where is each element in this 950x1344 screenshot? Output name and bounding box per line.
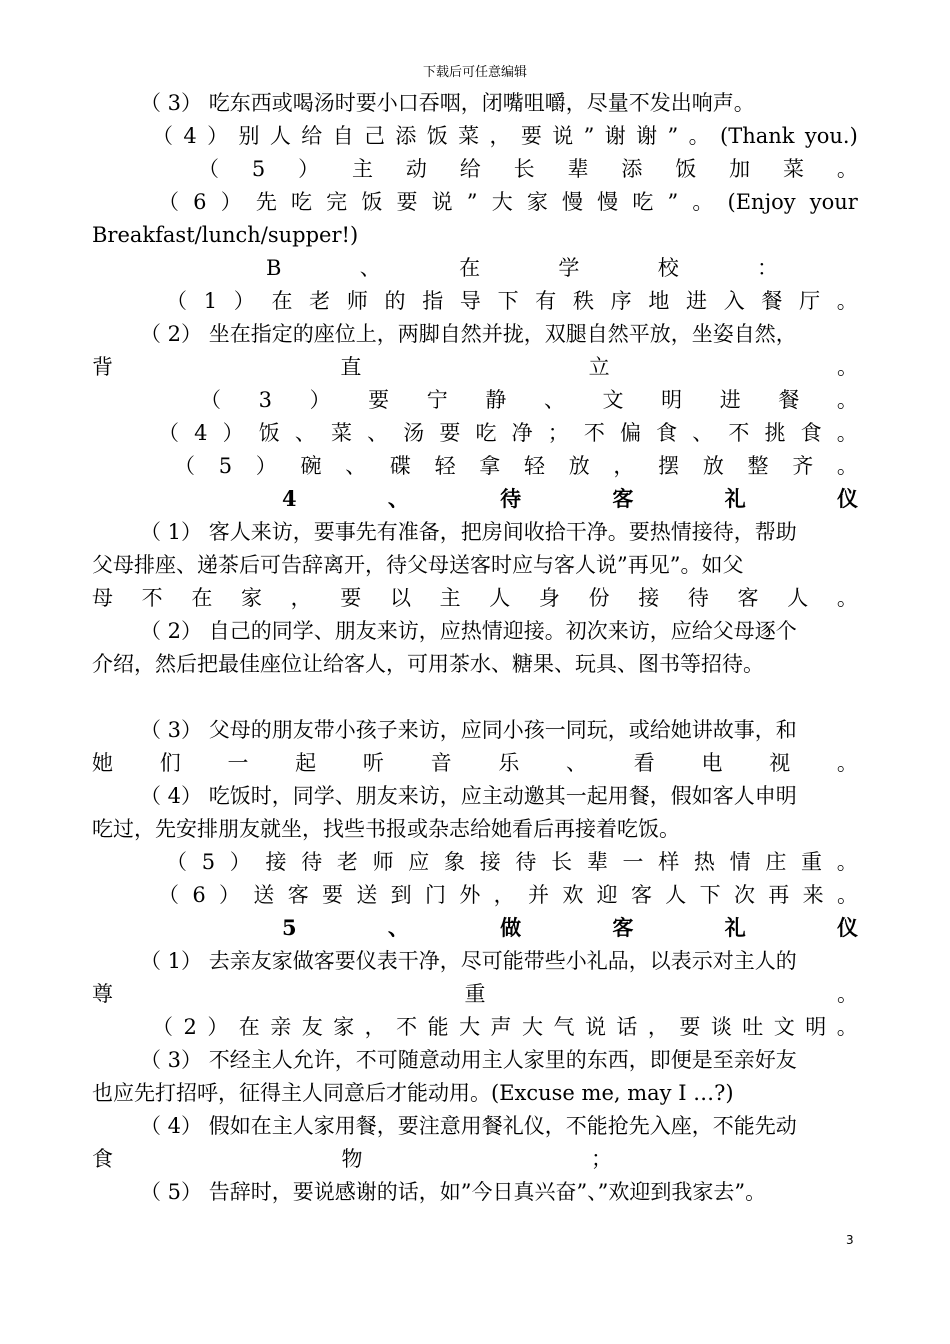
text-line: （ 4） 假如在主人家用餐，要注意用餐礼仪，不能抢先入座，不能先动 — [140, 1114, 797, 1138]
text-line: 也应先打招呼，征得主人同意后才能动用。(Excuse me, may I …?) — [92, 1081, 734, 1105]
text-line: 父母排座、递茶后可告辞离开，待父母送客时应与客人说”再见”。如父 — [92, 553, 744, 577]
text-line: 食 物 ； — [92, 1147, 612, 1171]
text-line: （ 1 ） 在 老 师 的 指 导 下 有 秩 序 地 进 入 餐 厅 。 — [166, 289, 858, 313]
section-heading-4: 4 、 待 客 礼 仪 — [282, 486, 858, 511]
text-line: （ 6 ） 先 吃 完 饭 要 说 ” 大 家 慢 慢 吃 ” 。 (Enjoy your — [158, 190, 858, 214]
text-line: （ 4 ） 饭 、 菜 、 汤 要 吃 净 ； 不 偏 食 、 不 挑 食 。 — [158, 421, 858, 445]
text-line: 尊 重 。 — [92, 982, 858, 1006]
text-line: （ 5 ） 接 待 老 师 应 象 接 待 长 辈 一 样 热 情 庄 重 。 — [166, 850, 858, 874]
text-line: （ 2） 坐在指定的座位上，两脚自然并拢，双腿自然平放，坐姿自然， — [140, 322, 797, 346]
text-line: （ 3） 吃东西或喝汤时要小口吞咽，闭嘴咀嚼，尽量不发出响声。 — [140, 91, 755, 115]
text-line: 背 直 立 。 — [92, 355, 858, 379]
text-line: （ 2） 自己的同学、朋友来访，应热情迎接。初次来访，应给父母逐个 — [140, 619, 797, 643]
text-line: （ 1） 去亲友家做客要仪表干净，尽可能带些小礼品，以表示对主人的 — [140, 949, 797, 973]
page-number: 3 — [846, 1233, 854, 1247]
text-line: （ 4） 吃饭时，同学、朋友来访，应主动邀其一起用餐，假如客人申明 — [140, 784, 797, 808]
text-line: （ 3） 父母的朋友带小孩子来访，应同小孩一同玩，或给她讲故事，和 — [140, 718, 797, 742]
text-line: （ 4 ） 别 人 给 自 己 添 饭 菜 ， 要 说 ” 谢 谢 ” 。 (Thank you.) — [152, 124, 858, 148]
text-line: 介绍，然后把最佳座位让给客人，可用茶水、糖果、玩具、图书等招待。 — [92, 652, 764, 676]
text-line: （ 2 ） 在 亲 友 家 ， 不 能 大 声 大 气 说 话 ， 要 谈 吐 文 明 。 — [152, 1015, 858, 1039]
text-line: （ 5） 告辞时，要说感谢的话，如”今日真兴奋”、”欢迎到我家去”。 — [140, 1180, 767, 1204]
section-heading-5: 5 、 做 客 礼 仪 — [282, 915, 858, 940]
text-line: （ 3） 不经主人允许，不可随意动用主人家里的东西，即便是至亲好友 — [140, 1048, 797, 1072]
text-line: 她 们 一 起 听 音 乐 、 看 电 视 。 — [92, 751, 858, 775]
text-line: Breakfast/lunch/supper!) — [92, 223, 359, 247]
page-header: 下载后可任意编辑 — [422, 65, 527, 80]
text-line: （ 3 ） 要 宁 静 、 文 明 进 餐 。 — [200, 388, 858, 412]
section-heading-b: B 、 在 学 校 ： — [266, 256, 778, 280]
text-line: （ 6 ） 送 客 要 送 到 门 外 ， 并 欢 迎 客 人 下 次 再 来 。 — [158, 883, 858, 907]
text-line: （ 5 ） 碗 、 碟 轻 拿 轻 放 ， 摆 放 整 齐 。 — [174, 454, 858, 478]
text-line: （ 5 ） 主 动 给 长 辈 添 饭 加 菜 。 — [198, 157, 858, 181]
text-line: 母 不 在 家 ， 要 以 主 人 身 份 接 待 客 人 。 — [92, 586, 858, 610]
text-line: 吃过，先安排朋友就坐，找些书报或杂志给她看后再接着吃饭。 — [92, 817, 680, 841]
text-line: （ 1） 客人来访，要事先有准备，把房间收拾干净。要热情接待，帮助 — [140, 520, 797, 544]
